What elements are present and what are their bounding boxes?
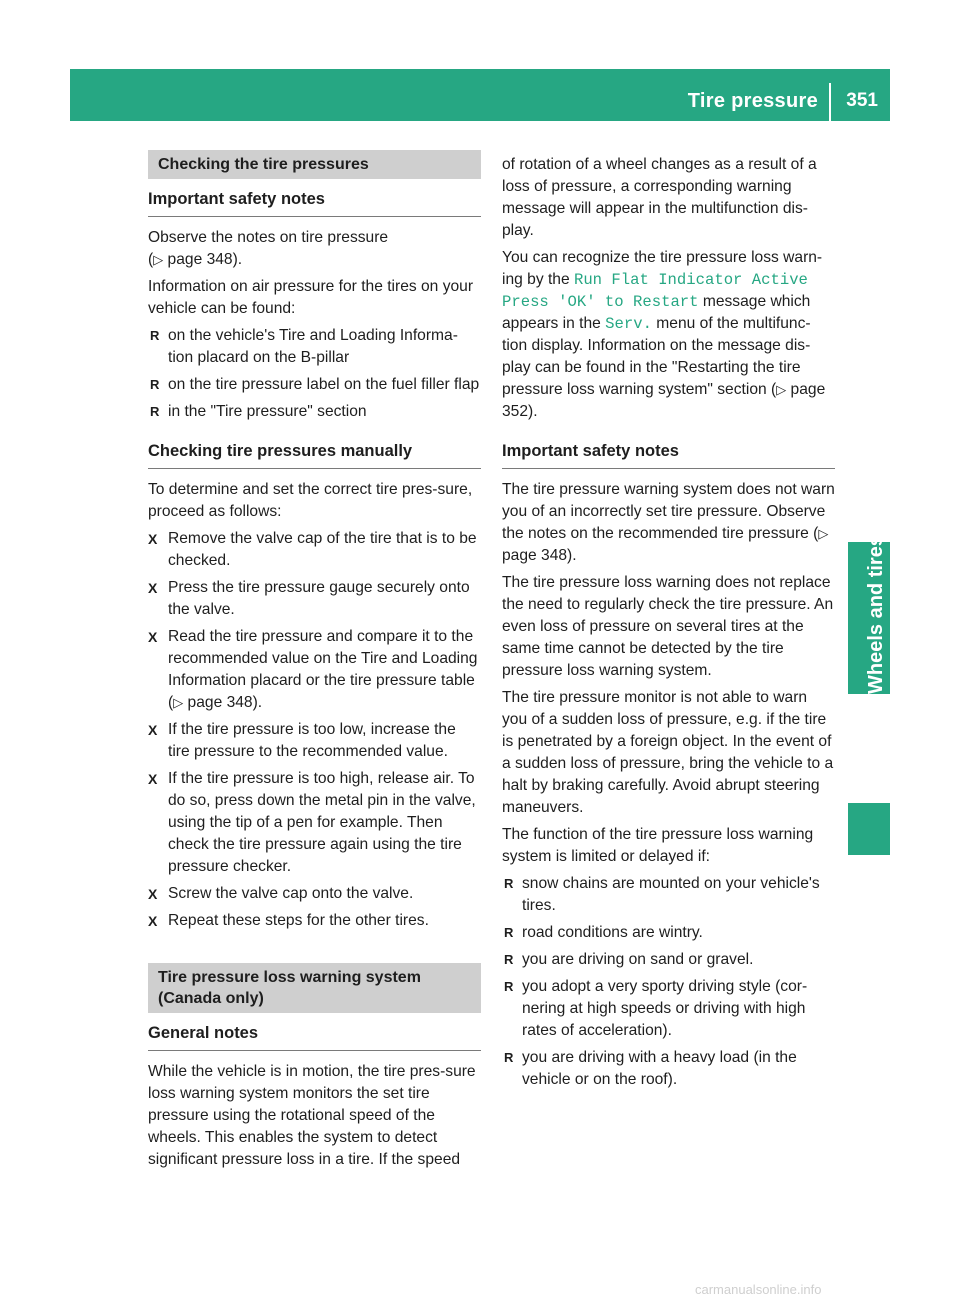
paragraph: Information on air pressure for the tires on your vehicle can be found: [148, 278, 474, 317]
reference-arrow-icon: ▷ [173, 695, 184, 710]
bullet-icon: R [150, 404, 160, 419]
bullet-icon: R [150, 377, 160, 392]
bullet-icon: R [504, 952, 514, 967]
step-arrow-icon: X [148, 886, 158, 902]
list-item: R in the "Tire pressure" section [148, 401, 481, 423]
list-item: R on the vehicle's Tire and Loading Informa-tion placard on the B-pillar [150, 327, 458, 366]
step-item: X Remove the valve cap of the tire that is to be checked. [148, 530, 477, 569]
list-item: R snow chains are mounted on your vehicle's tires. [504, 875, 820, 914]
list-item: R on the tire pressure label on the fuel filler flap [148, 374, 481, 396]
right-column [502, 154, 835, 1096]
section-heading-loss-warning: Tire pressure loss warning system (Canada only) [148, 963, 481, 1013]
step-item: X Read the tire pressure and compare it to the recommended value on the Tire and Loading Information placard or the tire pressure table (▷ page 348). [148, 628, 478, 711]
list-item: R you are driving on sand or gravel. [502, 949, 835, 971]
reference-arrow-icon: ▷ [776, 382, 787, 397]
page-number: 351 [846, 90, 878, 111]
bullet-icon: R [504, 1050, 514, 1065]
step-item: X Repeat these steps for the other tires. [148, 910, 481, 932]
header-divider [829, 83, 831, 121]
page-reference[interactable]: page 348). [167, 251, 243, 268]
left-column [148, 150, 481, 1176]
header-bar [70, 69, 890, 121]
display-message-code: Press 'OK' to Restart [502, 293, 699, 311]
chapter-tab-label: Wheels and tires [865, 535, 887, 694]
page-reference[interactable]: page 348). [502, 547, 577, 564]
step-item: X If the tire pressure is too low, increase the tire pressure to the recommended value. [148, 721, 456, 760]
header-title: Tire pressure [687, 90, 818, 112]
bullet-icon: R [504, 925, 514, 940]
display-menu-code: Serv. [605, 315, 652, 333]
paragraph: You can recognize the tire pressure loss warn-ing by the Run Flat Indicator Active Press 'OK' to Restart message which appears in the Serv. menu of the multifunc-tion display. Information on the message dis-play can be found in the "Restarting the tire pressure loss warning system" section (▷ page 352). [502, 249, 826, 420]
watermark: carmanualsonline.info [695, 1282, 822, 1297]
paragraph: The tire pressure warning system does not warn you of an incorrectly set tire pressure. Observe the notes on the recommended tire pressure (▷ page 348). [502, 481, 835, 564]
step-arrow-icon: X [148, 913, 158, 929]
chapter-marker [848, 803, 890, 855]
step-item: X If the tire pressure is too high, release air. To do so, press down the metal pin in the valve, using the tip of a pen for example. Then check the tire pressure again using the tire pressure checker. [148, 770, 476, 875]
subheading-manual-check: Checking tire pressures manually [148, 440, 481, 469]
display-message-code: Run Flat Indicator Active [573, 271, 808, 289]
subheading-safety-notes: Important safety notes [148, 188, 481, 217]
step-arrow-icon: X [148, 722, 158, 738]
step-item: X Screw the valve cap onto the valve. [148, 883, 481, 905]
section-heading-checking: Checking the tire pressures [148, 150, 481, 179]
step-arrow-icon: X [148, 531, 158, 547]
paragraph: The function of the tire pressure loss warning system is limited or delayed if: [502, 826, 814, 865]
list-item: R road conditions are wintry. [502, 922, 835, 944]
page-reference[interactable]: page 348). [187, 694, 263, 711]
bullet-icon: R [504, 979, 514, 994]
reference-arrow-icon: ▷ [818, 526, 829, 541]
step-arrow-icon: X [148, 580, 158, 596]
paragraph: The tire pressure loss warning does not replace the need to regularly check the tire pressure. An even loss of pressure on several tires at the same time cannot be detected by the tire pressure loss warning system. [502, 574, 834, 679]
bullet-icon: R [504, 876, 514, 891]
reference-arrow-icon: ▷ [153, 252, 164, 267]
list-item: R you are driving with a heavy load (in the vehicle or on the roof). [504, 1049, 797, 1088]
paragraph: The tire pressure monitor is not able to warn you of a sudden loss of pressure, e.g. if the tire is penetrated by a foreign object. In the event of a sudden loss of pressure, bring the vehicle to a halt by braking carefully. Avoid abrupt steering maneuvers. [502, 689, 834, 816]
paragraph: While the vehicle is in motion, the tire pres-sure loss warning system monitors the set tire pressure using the rotational speed of the wheels. This enables the system to detect significant pressure loss in a tire. If the speed [148, 1063, 476, 1168]
bullet-icon: R [150, 328, 160, 343]
page-reference[interactable]: page 352). [502, 381, 826, 420]
list-item: R you adopt a very sporty driving style (cor-nering at high speeds or driving with high rates of acceleration). [504, 978, 808, 1039]
paragraph: To determine and set the correct tire pres-sure, proceed as follows: [148, 481, 473, 520]
step-item: X Press the tire pressure gauge securely onto the valve. [148, 579, 470, 618]
chapter-tab [848, 535, 890, 694]
paragraph: Observe the notes on tire pressure (▷ page 348). [148, 229, 389, 268]
step-arrow-icon: X [148, 629, 158, 645]
subheading-general-notes: General notes [148, 1022, 481, 1051]
paragraph: of rotation of a wheel changes as a result of a loss of pressure, a corresponding warning message will appear in the multifunction dis-play. [502, 156, 817, 239]
subheading-safety-notes-2: Important safety notes [502, 440, 835, 469]
step-arrow-icon: X [148, 771, 158, 787]
